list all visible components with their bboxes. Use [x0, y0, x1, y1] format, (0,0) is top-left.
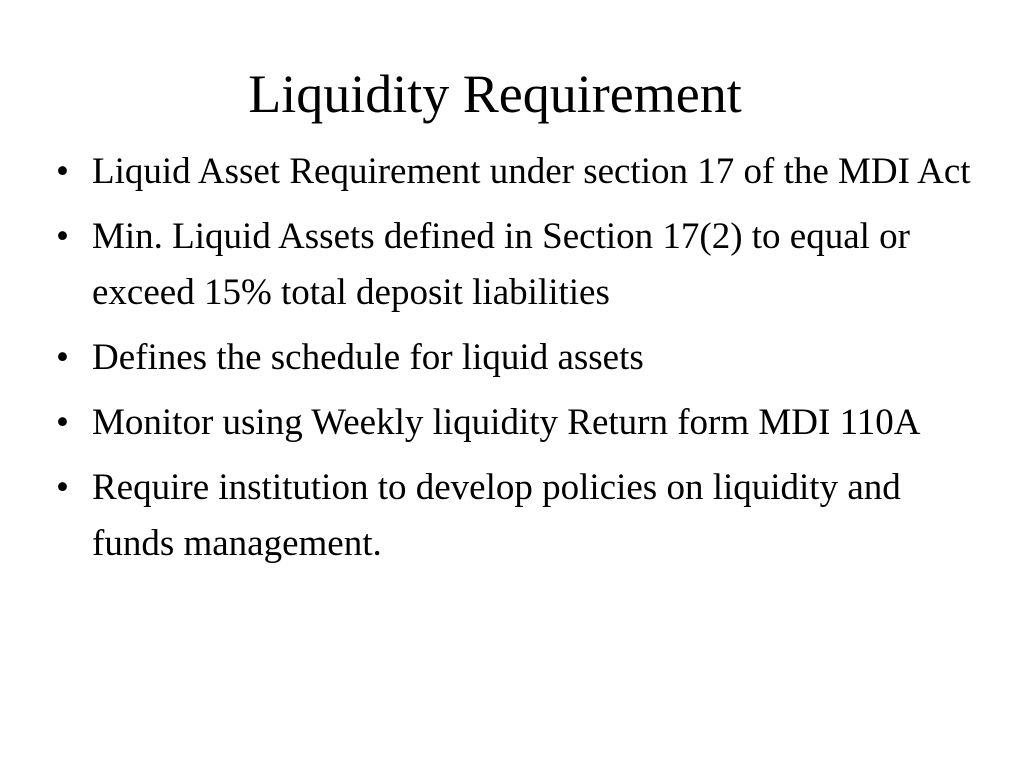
list-item — [56, 209, 976, 321]
bullet-text: Liquid Asset Requirement under section 17 of the MDI Act — [92, 151, 971, 192]
list-item — [56, 330, 976, 386]
list-item — [56, 395, 976, 451]
bullet-icon: • — [56, 216, 69, 257]
bullet-icon: • — [56, 402, 69, 443]
bullet-icon: • — [56, 337, 69, 378]
bullet-list — [56, 144, 976, 581]
slide-title: Liquidity Requirement — [248, 64, 742, 124]
bullet-text: Min. Liquid Assets defined in Section 17(2) to equal or exceed 15% total deposit liabilities — [92, 216, 910, 313]
list-item — [56, 144, 976, 200]
bullet-icon: • — [56, 151, 69, 192]
bullet-icon: • — [56, 467, 69, 508]
bullet-text: Require institution to develop policies on liquidity and funds management. — [92, 467, 901, 564]
list-item — [56, 460, 976, 572]
bullet-text: Defines the schedule for liquid assets — [92, 337, 644, 378]
bullet-text: Monitor using Weekly liquidity Return form MDI 110A — [92, 402, 921, 443]
